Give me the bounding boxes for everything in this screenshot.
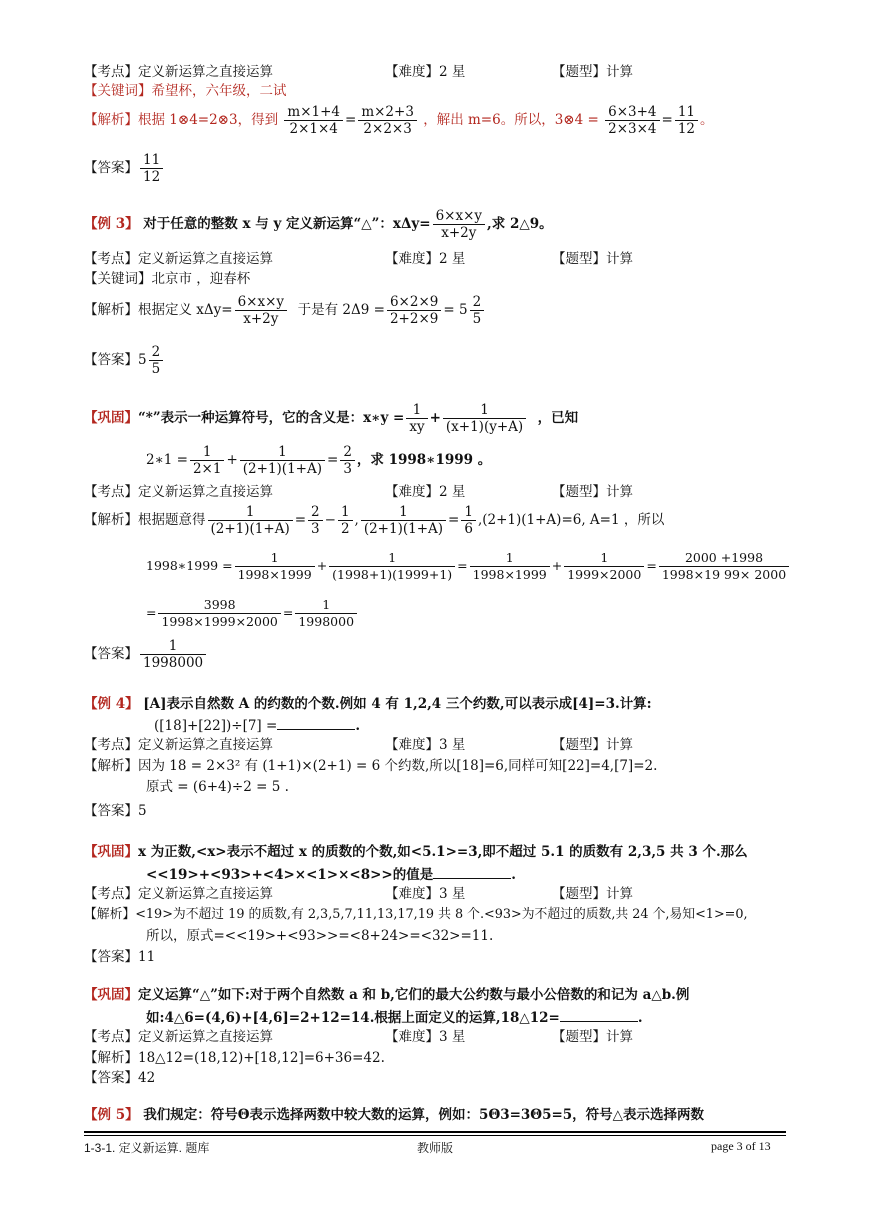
answer-blank[interactable] [560, 1007, 638, 1022]
example-4-question: 【例 4】 [A]表示自然数 A 的约数的个数.例如 4 有 1,2,4 三个约数,可以表示成[4]=3.计算: [84, 696, 652, 712]
fraction: $\frac{1}{(1998+1)(1999+1)}$ [329, 550, 455, 583]
fraction: $\frac{3998}{1998\times 1999\times 2000}$ [158, 597, 280, 630]
kaodian-line: 【考点】定义新运算之直接运算 【难度】3 星 【题型】计算 [84, 737, 633, 753]
answer-line: 【答案】 $\frac{1}{1998000}$ [84, 638, 208, 671]
jiexi-line3: = $\frac{3998}{1998\times 1999\times 2000}$ = $\frac{1}{1998000}$ [146, 597, 359, 630]
jiexi-line2: 1998∗1999 = $\frac{1}{1998\times 1999}$ + $\frac{1}{(1998+1)(1999+1)}$ = $\frac{1}{1998\times 1999}$ + $\frac{1}{1999\times 2000}$ = $\frac{2000 +1998}{1998\times 19 99\times 2000}$ [146, 550, 791, 583]
kaodian-line: 【考点】定义新运算之直接运算 【难度】2 星 【题型】计算 [84, 484, 633, 500]
kaodian-line: 【考点】定义新运算之直接运算 【难度】3 星 【题型】计算 [84, 886, 633, 902]
fraction: $\frac{1}{xy}$ [406, 402, 427, 435]
footer-left: 1-3-1. 定义新运算. 题库 [84, 1141, 210, 1155]
gonggu-2-question-line2: <<19>+<93>+<4>×<1>×<8>>的值是 . [146, 864, 516, 884]
jiexi-line: 【解析】根据定义 xΔy= $\frac{6\times x\times y}{x+2y}$ 于是有 2Δ9 = $\frac{6\times 2\times 9}{2+2\times 9}$ = 5 $\frac{2}{5}$ [84, 294, 486, 327]
fraction: $\frac{11}{12}$ [675, 104, 698, 137]
answer-line: 【答案】42 [84, 1070, 156, 1086]
jiexi-line: 【解析】18△12=(18,12)+[18,12]=6+36=42. [84, 1050, 385, 1066]
fraction: $\frac{1}{1998\times 1999}$ [235, 550, 315, 583]
fraction: $\frac{2}{3}$ [308, 504, 323, 537]
gonggu-1-question-line2: 2∗1 = $\frac{1}{2\times 1}$ + $\frac{1}{(2+1)(1+A)}$ = $\frac{2}{3}$ ，求 1998∗1999 。 [146, 444, 492, 477]
kaodian-line: 【考点】定义新运算之直接运算 【难度】2 星 【题型】计算 [84, 251, 633, 267]
fraction: $\frac{6\times x\times y}{x+2y}$ [235, 294, 287, 327]
kaodian-line [84, 63, 633, 81]
footer-rule [84, 1135, 786, 1136]
fraction: $\frac{2}{5}$ [470, 294, 485, 327]
fraction: $\frac{1}{1998000}$ [140, 638, 206, 671]
keyword-text: 希望杯，六年级，二试 [151, 83, 287, 99]
footer-rule [84, 1131, 786, 1133]
fraction: $\frac{2}{3}$ [340, 444, 355, 477]
jiexi-line: 【解析】<19>为不超过 19 的质数,有 2,3,5,7,11,13,17,19 共 8 个.<93>为不超过的质数,共 24 个,易知<1>=0, [84, 907, 748, 922]
fraction: $\frac{m\times 2+3}{2\times 2\times 3}$ [358, 104, 417, 137]
answer-line [84, 152, 165, 185]
jiexi-text: 根据 1⊗4=2⊗3，得到 [138, 112, 279, 128]
kaodian-text: 【考点】定义新运算之直接运算 [84, 64, 273, 80]
fraction: $\frac{2000 +1998}{1998\times 19 99\times 2000}$ [659, 550, 789, 583]
keyword-line: 【关键词】北京市 ，迎春杯 [84, 271, 251, 287]
fraction: $\frac{1}{(2+1)(1+A)}$ [240, 444, 325, 477]
keyword-tag: 【关键词】 [84, 83, 152, 99]
nandu-text: 【难度】2 星 [385, 64, 466, 80]
fraction: $\frac{1}{(2+1)(1+A)}$ [361, 504, 446, 537]
fraction: $\frac{6\times 3+4}{2\times 3\times 4}$ [605, 104, 659, 137]
answer-tag: 【答案】 [84, 160, 138, 176]
gonggu-1-question: 【巩固】“*”表示一种运算符号，它的含义是：x∗y = $\frac{1}{xy}$ + $\frac{1}{(x+1)(y+A)}$ ，已知 [84, 402, 579, 435]
fraction: $\frac{1}{2\times 1}$ [190, 444, 225, 477]
footer-center: 教师版 [417, 1141, 454, 1155]
jiexi-line2: 原式 = (6+4)÷2 = 5 . [146, 779, 289, 795]
fraction: $\frac{6\times 2\times 9}{2+2\times 9}$ [387, 294, 441, 327]
example-3-question: 【例 3】 对于任意的整数 x 与 y 定义新运算“△”：xΔy= $\frac{6\times x\times y}{x+2y}$ ,求 2△9。 [84, 208, 553, 241]
gonggu-3-question-line2: 如:4△6=(4,6)+[4,6]=2+12=14.根据上面定义的运算,18△12= . [146, 1007, 643, 1027]
answer-line: 【答案】5 $\frac{2}{5}$ [84, 344, 165, 377]
fraction: $\frac{1}{(2+1)(1+A)}$ [208, 504, 293, 537]
gonggu-3-question: 【巩固】定义运算“△”如下:对于两个自然数 a 和 b,它们的最大公约数与最小公倍数的和记为 a△b.例 [84, 987, 690, 1003]
footer-page-number: page 3 of 13 [711, 1139, 771, 1153]
answer-blank[interactable] [277, 715, 355, 730]
keyword-line [84, 82, 287, 100]
fraction: $\frac{1}{1999\times 2000}$ [564, 550, 644, 583]
kaodian-line: 【考点】定义新运算之直接运算 【难度】3 星 【题型】计算 [84, 1029, 633, 1045]
jiexi-tag: 【解析】 [84, 112, 138, 128]
fraction: $\frac{2}{5}$ [149, 344, 164, 377]
fraction: $\frac{11}{12}$ [140, 152, 163, 185]
gonggu-2-question: 【巩固】x 为正数,<x>表示不超过 x 的质数的个数,如<5.1>=3,即不超过 5.1 的质数有 2,3,5 共 3 个.那么 [84, 844, 748, 860]
fraction: $\frac{1}{6}$ [461, 504, 476, 537]
fraction: $\frac{6\times x\times y}{x+2y}$ [433, 208, 485, 241]
jiexi-line: 【解析】根据题意得 $\frac{1}{(2+1)(1+A)}$ = $\frac{2}{3}$ − $\frac{1}{2}$ , $\frac{1}{(2+1)(1+A)}$ = $\frac{1}{6}$ ,(2+1)(1+A)=6, A=1 ，所以 [84, 504, 665, 537]
example-tag: 【例 3】 [84, 216, 139, 232]
fraction: $\frac{1}{1998\times 1999}$ [470, 550, 550, 583]
answer-line: 【答案】11 [84, 949, 156, 965]
answer-line: 【答案】5 [84, 803, 147, 819]
jiexi-text: ，解出 m=6。所以，3⊗4 = [423, 112, 599, 128]
fraction: $\frac{1}{1998000}$ [295, 597, 357, 630]
answer-blank[interactable] [433, 864, 511, 879]
jiexi-line2: 所以，原式=<<19>+<93>>=<8+24>=<32>=11. [146, 928, 494, 944]
fraction: $\frac{m\times 1+4}{2\times 1\times 4}$ [284, 104, 343, 137]
example-4-question-line2: ([18]+[22])÷[7] = . [154, 715, 360, 735]
example-5-question: 【例 5】 我们规定：符号Θ表示选择两数中较大数的运算，例如：5Θ3=3Θ5=5，符号△表示选择两数 [84, 1107, 705, 1123]
fraction: $\frac{1}{2}$ [338, 504, 353, 537]
jiexi-line: 【解析】根据 1⊗4=2⊗3，得到 $\frac{m\times 1+4}{2\times 1\times 4}$ = $\frac{m\times 2+3}{2\times 2\times 3}$ ，解出 m=6。所以，3⊗4 = $\frac{6\times 3+4}{2\times 3\times 4}$ = $\frac{11}{12}$ 。 [84, 104, 714, 137]
jiexi-line: 【解析】因为 18 = 2×3² 有 (1+1)×(2+1) = 6 个约数,所以[18]=6,同样可知[22]=4,[7]=2. [84, 758, 658, 774]
tixing-text: 【题型】计算 [552, 64, 633, 80]
fraction: $\frac{1}{(x+1)(y+A)}$ [443, 402, 526, 435]
